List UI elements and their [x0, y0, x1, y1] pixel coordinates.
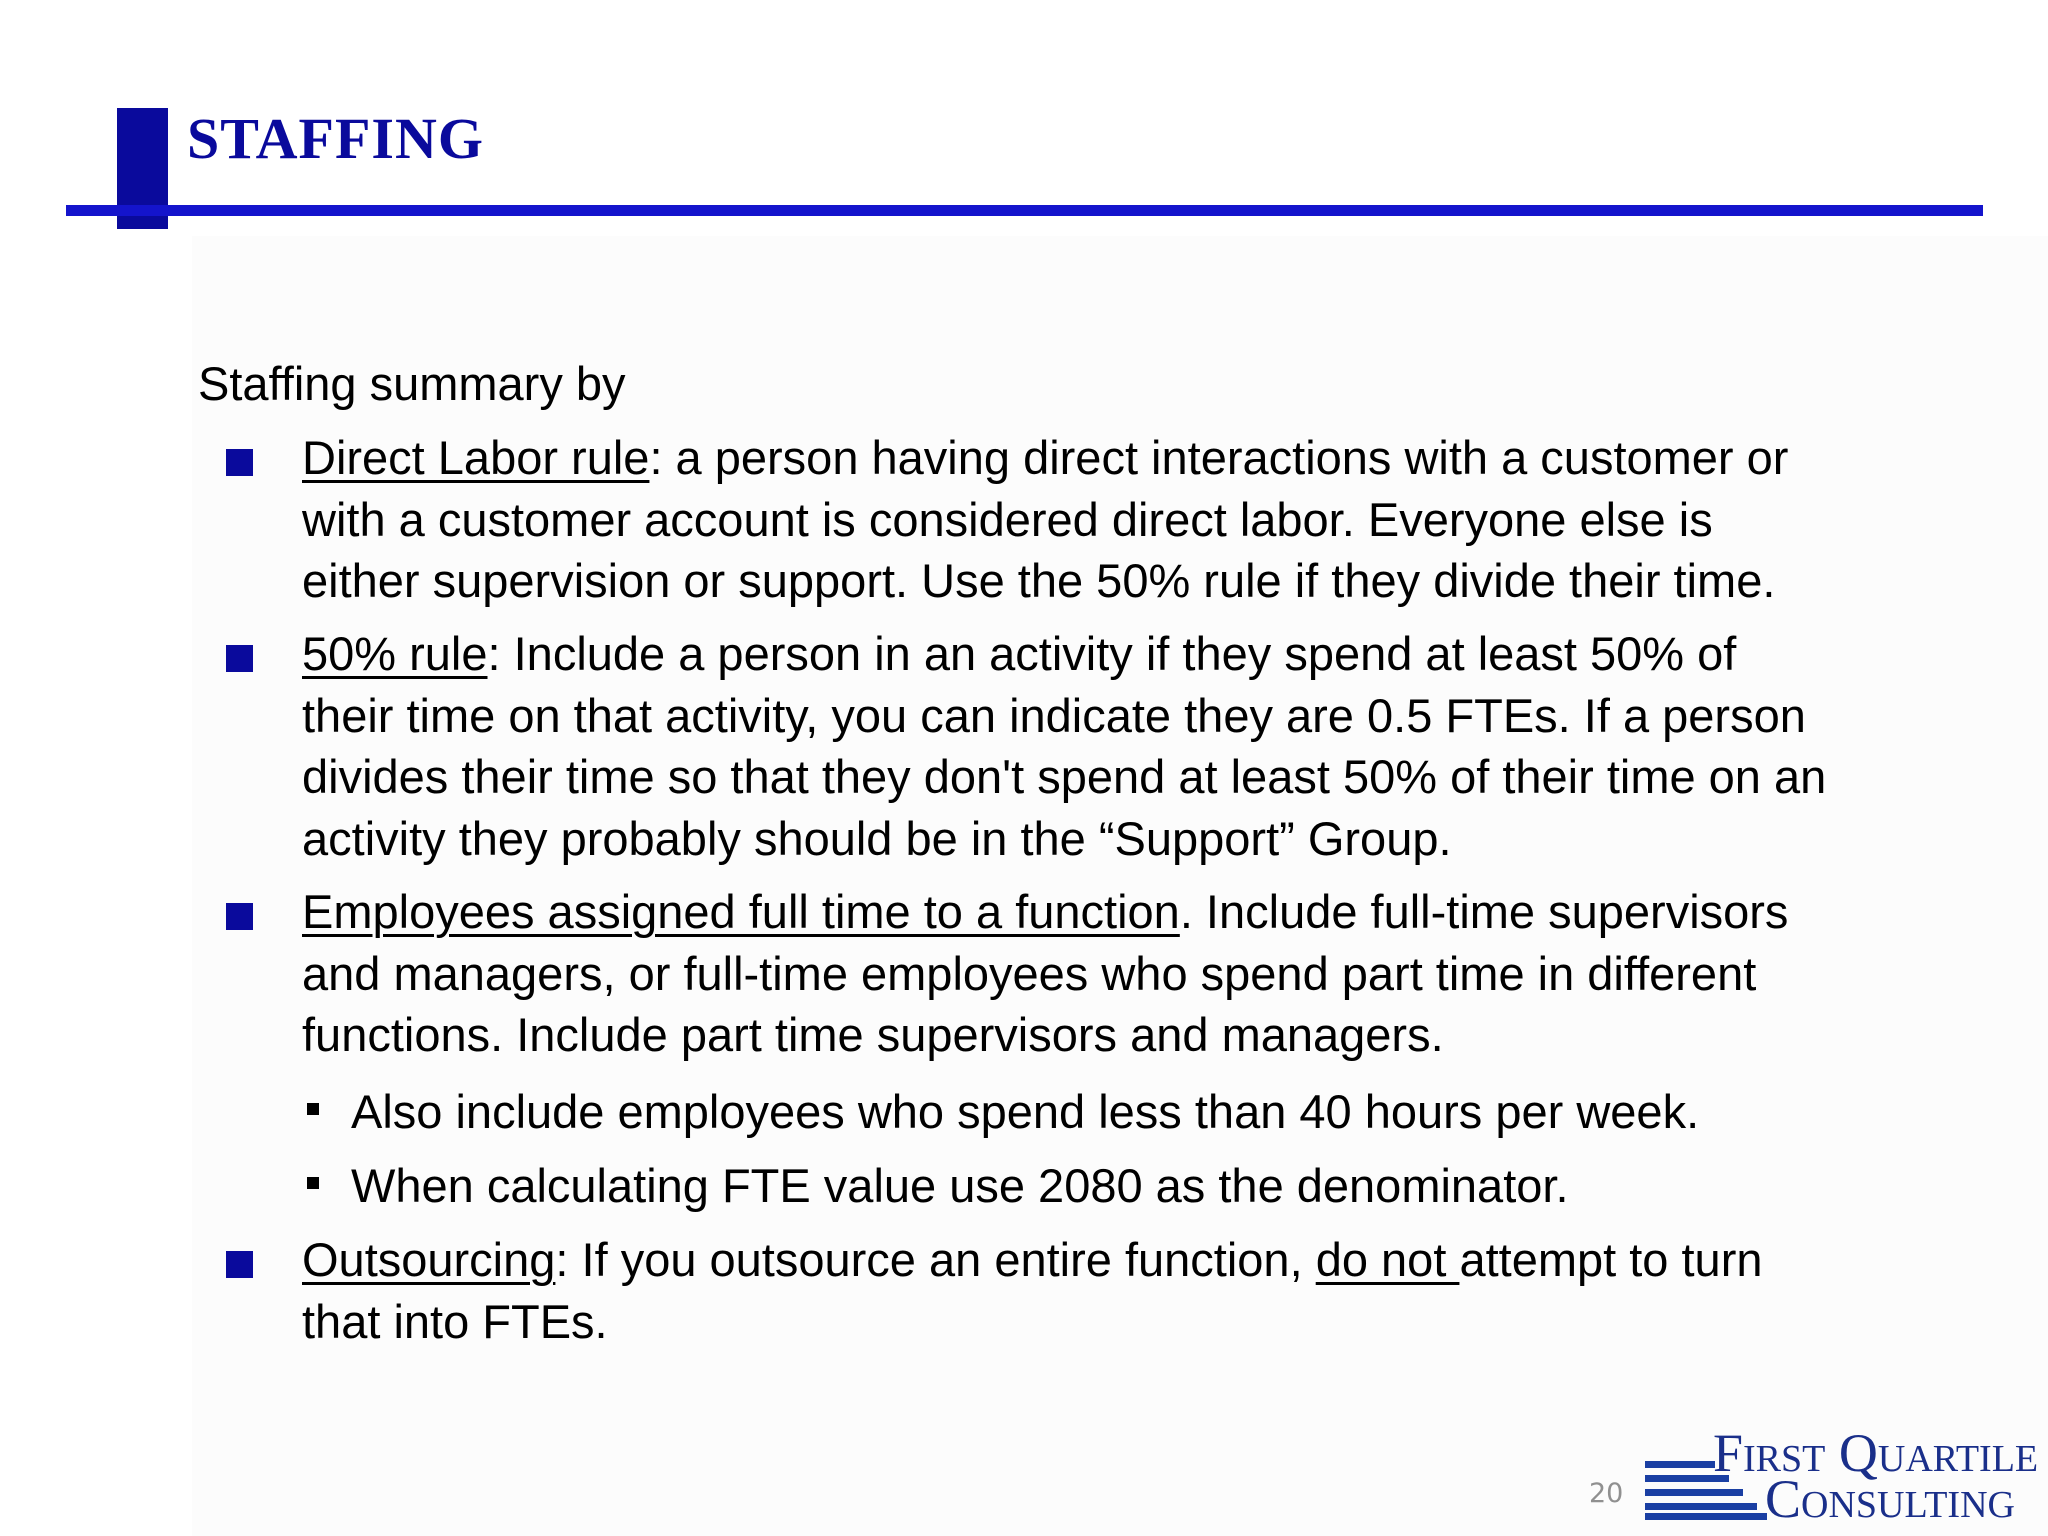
bullet-line: with a customer account is considered direct labor. Everyone else is [302, 492, 1713, 546]
small-square-bullet-icon [307, 1177, 319, 1189]
bullet-term: 50% rule [302, 627, 488, 680]
bullet-line: their time on that activity, you can indicate they are 0.5 FTEs. If a person [302, 688, 1806, 742]
bullet-line [302, 881, 2002, 943]
page-number: 20 [1589, 1478, 1624, 1509]
bullet-line [302, 623, 2002, 685]
small-square-bullet-icon [307, 1103, 319, 1115]
logo-text-consulting: Consulting [1765, 1469, 2015, 1529]
square-bullet-icon [226, 449, 253, 476]
slide-title: STAFFING [187, 106, 484, 171]
bullet-line: functions. Include part time supervisors and managers. [302, 1008, 1444, 1061]
title-underline-rule [66, 205, 1983, 216]
bullet-emphasis: do not [1315, 1233, 1460, 1286]
bullet-full-time-employees [302, 881, 2002, 1066]
bullet-text: : If you outsource an entire function, [555, 1233, 1316, 1286]
bullet-line: divides their time so that they don't spend at least 50% of their time on an [302, 750, 1827, 803]
bullet-text: : a person having direct interactions with a customer or [649, 431, 1789, 484]
sub-bullet-text: When calculating FTE value use 2080 as the denominator. [351, 1159, 1569, 1212]
sub-bullet-text: Also include employees who spend less than 40 hours per week. [351, 1085, 1700, 1138]
square-bullet-icon [226, 903, 253, 930]
bullet-line [302, 427, 2002, 489]
logo-bar [1645, 1489, 1743, 1496]
sub-bullet-fte-denominator [351, 1155, 2001, 1217]
bullet-line [302, 1229, 2002, 1291]
intro-text: Staffing summary by [198, 357, 626, 410]
bullet-fifty-percent-rule [302, 623, 2002, 869]
bullet-line: activity they probably should be in the “Support” Group. [302, 811, 1452, 865]
logo-text-first-quartile: First Quartile [1713, 1423, 2039, 1483]
bullet-line: either supervision or support. Use the 50% rule if they divide their time. [302, 554, 1776, 607]
logo-bar [1645, 1461, 1715, 1468]
bullet-direct-labor [302, 427, 2002, 612]
square-bullet-icon [226, 645, 253, 672]
bullet-term: Employees assigned full time to a function [302, 885, 1180, 938]
bullet-term: Direct Labor rule [302, 431, 650, 484]
bullet-text: . Include full-time supervisors [1179, 885, 1789, 938]
company-logo [1645, 1423, 2045, 1529]
bullet-term: Outsourcing [302, 1233, 556, 1286]
bullet-line: and managers, or full-time employees who spend part time in different [302, 946, 1757, 1000]
bullet-outsourcing [302, 1229, 2002, 1352]
bullet-text: attempt to turn [1459, 1233, 1763, 1286]
square-bullet-icon [226, 1251, 253, 1278]
logo-bar [1645, 1513, 1767, 1520]
bullet-text: : Include a person in an activity if they spend at least 50% of [487, 627, 1737, 680]
sub-bullet-part-time [351, 1081, 2001, 1143]
logo-bar [1645, 1503, 1757, 1510]
bullet-line: that into FTEs. [302, 1294, 608, 1348]
